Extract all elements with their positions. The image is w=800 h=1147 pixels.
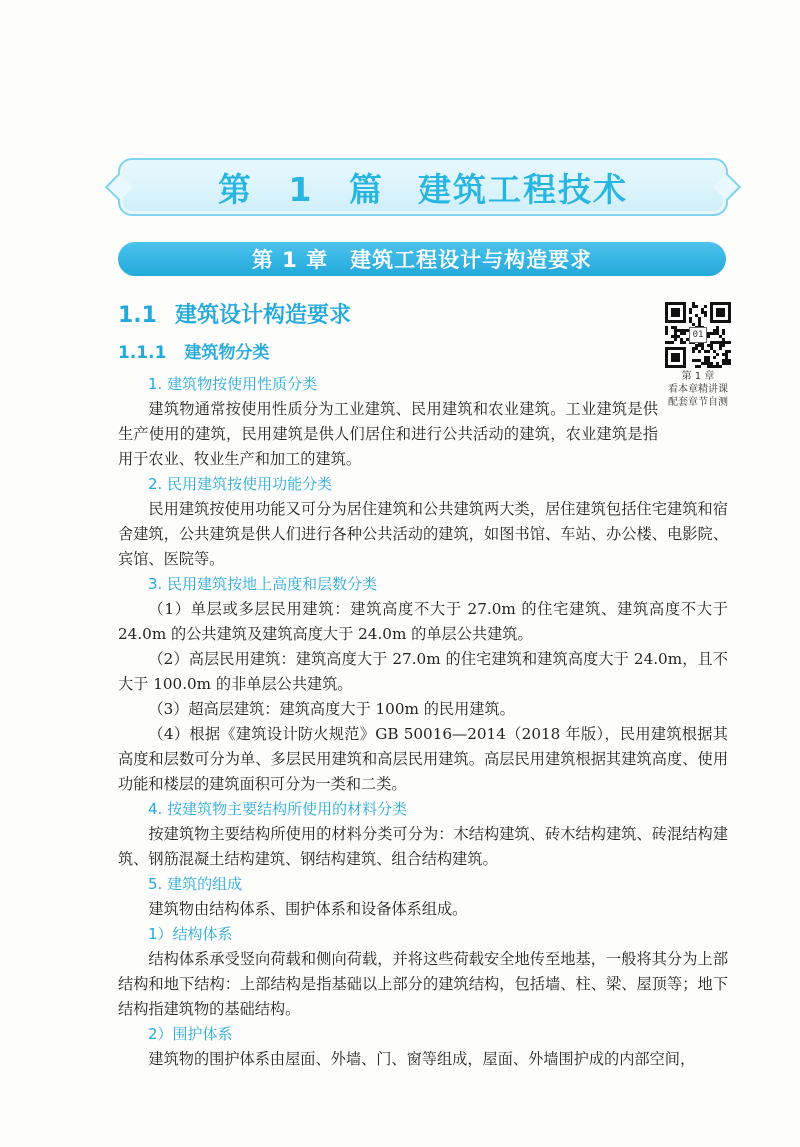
category-heading: 1）结构体系 <box>148 925 233 943</box>
qr-badge: 01 <box>689 327 707 343</box>
body-paragraph: 建筑物通常按使用性质分为工业建筑、民用建筑和农业建筑。工业建筑是供生产使用的建筑，民用建筑是供人们居住和进行公共活动的建筑，农业建筑是指用于农业、牧业生产和加工的建筑。 <box>118 400 658 468</box>
body-paragraph: 按建筑物主要结构所使用的材料分类可分为：木结构建筑、砖木结构建筑、砖混结构建筑、钢筋混凝土结构建筑、钢结构建筑、组合结构建筑。 <box>118 825 728 868</box>
subsection-heading <box>118 338 269 363</box>
chapter-banner <box>118 242 726 276</box>
chapter-title <box>252 244 592 274</box>
part-title-text: 建筑工程技术 <box>417 169 628 209</box>
chapter-title-text: 建筑工程设计与构造要求 <box>350 248 593 272</box>
body-paragraph: 建筑物的围护体系由屋面、外墙、门、窗等组成，屋面、外墙围护成的内部空间， <box>148 1050 696 1068</box>
part-label: 第 1 篇 <box>218 169 384 209</box>
section-heading <box>118 298 351 329</box>
body-content <box>118 372 728 1072</box>
section-number: 1.1 <box>118 303 157 328</box>
category-heading: 5. 建筑的组成 <box>148 875 243 893</box>
category-heading: 2）围护体系 <box>148 1025 233 1043</box>
body-paragraph: （3）超高层建筑：建筑高度大于 100m 的民用建筑。 <box>148 700 515 718</box>
category-heading: 2. 民用建筑按使用功能分类 <box>148 475 333 493</box>
section-title: 建筑设计构造要求 <box>174 303 351 328</box>
body-paragraph: 结构体系承受竖向荷载和侧向荷载，并将这些荷载安全地传至地基，一般将其分为上部结构和地下结构：上部结构是指基础以上部分的建筑结构，包括墙、柱、梁、屋顶等；地下结构指建筑物的基础结构。 <box>118 950 728 1018</box>
chapter-label: 第 1 章 <box>251 248 329 272</box>
subsection-title: 建筑物分类 <box>184 343 270 363</box>
body-paragraph: （2）高层民用建筑：建筑高度大于 27.0m 的住宅建筑和建筑高度大于 24.0m，且不大于 100.0m 的非单层公共建筑。 <box>118 650 728 693</box>
category-heading: 3. 民用建筑按地上高度和层数分类 <box>148 575 378 593</box>
qr-code[interactable] <box>665 302 731 368</box>
body-paragraph: 建筑物由结构体系、围护体系和设备体系组成。 <box>148 900 468 918</box>
part-banner <box>118 158 728 216</box>
body-paragraph: （4）根据《建筑设计防火规范》GB 50016—2014（2018 年版），民用建筑根据其高度和层数可分为单、多层民用建筑和高层民用建筑。高层民用建筑根据其建筑高度、使用功能和楼层的建筑面积可分为一类和二类。 <box>118 725 728 793</box>
qr-caption-line: 配套章节自测 <box>668 397 728 408</box>
part-title <box>218 164 628 211</box>
category-heading: 4. 按建筑物主要结构所使用的材料分类 <box>148 800 408 818</box>
subsection-number: 1.1.1 <box>118 343 167 363</box>
qr-caption-line: 第 1 章 <box>681 371 715 382</box>
qr-caption-line: 看本章精讲课 <box>668 384 728 395</box>
category-heading: 1. 建筑物按使用性质分类 <box>148 375 318 393</box>
body-paragraph: 民用建筑按使用功能又可分为居住建筑和公共建筑两大类，居住建筑包括住宅建筑和宿舍建筑，公共建筑是供人们进行各种公共活动的建筑，如图书馆、车站、办公楼、电影院、宾馆、医院等。 <box>118 500 728 568</box>
body-paragraph: （1）单层或多层民用建筑：建筑高度不大于 27.0m 的住宅建筑、建筑高度不大于 24.0m 的公共建筑及建筑高度大于 24.0m 的单层公共建筑。 <box>118 600 728 643</box>
